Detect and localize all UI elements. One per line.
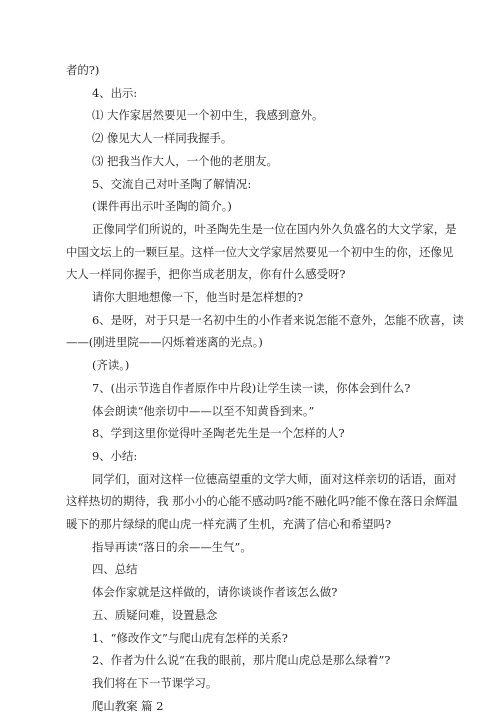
text-line: 同学们，面对这样一位德高望重的文学大师，面对这样亲切的话语，面对 bbox=[92, 471, 457, 486]
text-line: 大人一样同你握手，把你当成老朋友，你有什么感受呀? bbox=[66, 267, 346, 282]
text-line: 我们将在下一节课学习。 bbox=[92, 675, 218, 690]
text-line: 者的?) bbox=[66, 63, 100, 77]
text-line: 中国文坛上的一颗巨星。这样一位大文学家居然要见一个初中生的你，还像见 bbox=[66, 244, 454, 259]
text-line: ⑵ 像见大人一样同我握手。 bbox=[92, 131, 233, 146]
document-title: 爬山教案 篇 2 bbox=[92, 698, 164, 713]
text-line: 7、(出示节选自作者原作中片段)让学生读一读，你体会到什么? bbox=[92, 380, 411, 395]
text-line: 5、交流自己对叶圣陶了解情况: bbox=[92, 176, 252, 191]
text-line: (课件再出示叶圣陶的简介。) bbox=[92, 199, 232, 214]
text-line: 暖下的那片绿绿的爬山虎一样充满了生机，充满了信心和希望吗? bbox=[66, 517, 392, 531]
text-line: 1、“修改作文”与爬山虎有怎样的关系? bbox=[92, 630, 288, 645]
text-line: 6、是呀，对于只是一名初中生的小作者来说怎能不意外，怎能不欣喜，读 bbox=[92, 312, 464, 327]
text-line: 2、作者为什么说“在我的眼前，那片爬山虎总是那么绿着”? bbox=[92, 653, 391, 668]
text-line: 9、小结: bbox=[92, 448, 138, 463]
text-line: ⑶ 把我当作大人，一个他的老朋友。 bbox=[92, 153, 278, 168]
text-line: 正像同学们所说的，叶圣陶先生是一位在国内外久负盛名的大文学家，是 bbox=[92, 221, 457, 236]
text-line: 体会朗读“他亲切中——以至不知黄昏到来。” bbox=[92, 403, 315, 418]
text-line: ⑴ 大作家居然要见一个初中生，我感到意外。 bbox=[92, 108, 324, 123]
text-line: 4、出示: bbox=[92, 85, 138, 100]
text-line: 这样热切的期待，我 那小小的心能不感动吗?能不融化吗?能不像在落日余辉温 bbox=[66, 494, 458, 509]
text-line: 8、学到这里你觉得叶圣陶老先生是一个怎样的人? bbox=[92, 426, 345, 441]
text-line: ——(刚进里院——闪烁着迷离的光点。) bbox=[66, 335, 263, 350]
section-heading: 四、总结 bbox=[92, 562, 138, 577]
text-line: 指导再读“落日的余——生气”。 bbox=[92, 539, 252, 554]
text-line: 请你大胆地想像一下，他当时是怎样想的? bbox=[92, 290, 304, 304]
section-heading: 五、质疑问难，设置悬念 bbox=[92, 607, 218, 622]
text-line: (齐读。) bbox=[92, 358, 130, 373]
text-line: 体会作家就是这样做的，请你谈谈作者该怎么做? bbox=[92, 585, 338, 600]
